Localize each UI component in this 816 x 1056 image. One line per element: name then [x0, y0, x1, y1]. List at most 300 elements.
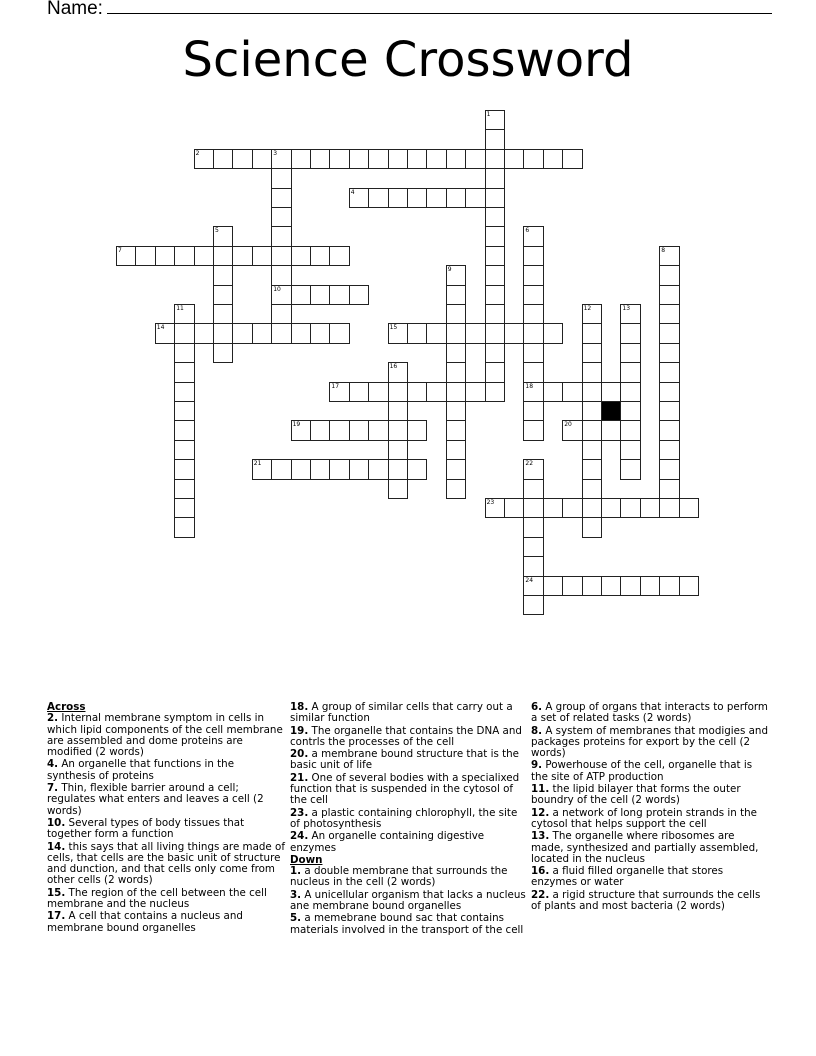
grid-cell[interactable]: [523, 265, 543, 285]
grid-cell[interactable]: [504, 498, 524, 518]
grid-cell[interactable]: [620, 576, 640, 596]
grid-cell[interactable]: [194, 246, 214, 266]
grid-cell[interactable]: [271, 323, 291, 343]
grid-cell[interactable]: [659, 304, 679, 324]
grid-cell[interactable]: [523, 517, 543, 537]
grid-cell[interactable]: [310, 323, 330, 343]
grid-cell[interactable]: [523, 401, 543, 421]
grid-cell[interactable]: [232, 323, 252, 343]
clue-text: the lipid bilayer that forms the outer boundry of the cell (2 words): [531, 783, 741, 807]
grid-cell[interactable]: [523, 246, 543, 266]
clue-text: An organelle that functions in the synthesis of proteins: [47, 758, 235, 782]
grid-cell[interactable]: [582, 343, 602, 363]
grid-cell[interactable]: [329, 323, 349, 343]
grid-cell[interactable]: [213, 246, 233, 266]
grid-cell[interactable]: [465, 188, 485, 208]
grid-cell[interactable]: [232, 149, 252, 169]
grid-cell[interactable]: [465, 323, 485, 343]
grid-cell[interactable]: [620, 498, 640, 518]
grid-cell[interactable]: [271, 168, 291, 188]
grid-cell[interactable]: [194, 149, 214, 169]
clue-number: 17.: [47, 910, 66, 923]
grid-cell[interactable]: [310, 246, 330, 266]
grid-cell[interactable]: [465, 382, 485, 402]
grid-cell[interactable]: [640, 576, 660, 596]
grid-cell[interactable]: [620, 343, 640, 363]
clue-number: 19.: [290, 724, 309, 737]
grid-cell[interactable]: [329, 285, 349, 305]
grid-cell[interactable]: [523, 556, 543, 576]
clue-text: A group of similar cells that carry out a similar function: [290, 701, 513, 725]
clue-number: 5.: [290, 912, 302, 925]
grid-cell[interactable]: [543, 382, 563, 402]
grid-cell[interactable]: [446, 265, 466, 285]
grid-cell[interactable]: [446, 362, 466, 382]
grid-cell[interactable]: [659, 479, 679, 499]
grid-cell[interactable]: [620, 382, 640, 402]
grid-cell[interactable]: [213, 323, 233, 343]
grid-cell[interactable]: [174, 382, 194, 402]
clue-text: a network of long protein strands in the cytosol that helps support the cell: [531, 806, 757, 830]
grid-cell[interactable]: [174, 304, 194, 324]
grid-cell[interactable]: [426, 188, 446, 208]
grid-cell[interactable]: [465, 149, 485, 169]
grid-cell[interactable]: [446, 459, 466, 479]
grid-cell[interactable]: [601, 576, 621, 596]
grid-cell[interactable]: [523, 285, 543, 305]
grid-cell[interactable]: [174, 420, 194, 440]
clue-across-10: [47, 818, 285, 841]
cell-number: 2: [195, 149, 200, 157]
grid-cell[interactable]: [485, 343, 505, 363]
grid-cell[interactable]: [310, 285, 330, 305]
grid-cell[interactable]: [174, 323, 194, 343]
grid-cell[interactable]: [485, 323, 505, 343]
cell-number: 13: [622, 305, 631, 312]
clue-text: An organelle containing digestive enzymes: [290, 830, 485, 854]
grid-cell[interactable]: [543, 498, 563, 518]
grid-cell[interactable]: [368, 420, 388, 440]
grid-cell[interactable]: [388, 401, 408, 421]
grid-cell[interactable]: [620, 362, 640, 382]
grid-cell[interactable]: [640, 498, 660, 518]
cell-number: 8: [661, 246, 666, 254]
grid-cell[interactable]: [523, 576, 543, 596]
grid-cell[interactable]: [174, 479, 194, 499]
clue-down-6: [531, 702, 769, 725]
grid-cell[interactable]: [485, 304, 505, 324]
grid-cell[interactable]: [446, 420, 466, 440]
grid-cell[interactable]: [543, 323, 563, 343]
grid-cell[interactable]: [446, 440, 466, 460]
grid-cell[interactable]: [620, 304, 640, 324]
grid-cell[interactable]: [271, 285, 291, 305]
clue-text: Powerhouse of the cell, organelle that is the site of ATP production: [531, 759, 753, 783]
clue-across-23: [290, 808, 528, 831]
grid-cell[interactable]: [679, 576, 699, 596]
grid-cell[interactable]: [485, 207, 505, 227]
clue-number: 15.: [47, 886, 66, 899]
grid-cell[interactable]: [543, 576, 563, 596]
grid-cell[interactable]: [446, 304, 466, 324]
grid-cell[interactable]: [271, 304, 291, 324]
grid-cell[interactable]: [426, 149, 446, 169]
grid-cell[interactable]: [426, 323, 446, 343]
grid-cell[interactable]: [426, 382, 446, 402]
grid-cell[interactable]: [523, 459, 543, 479]
grid-cell[interactable]: [174, 343, 194, 363]
grid-cell[interactable]: [485, 498, 505, 518]
grid-cell[interactable]: [271, 149, 291, 169]
grid-cell[interactable]: [582, 304, 602, 324]
clue-number: 20.: [290, 748, 309, 761]
grid-cell[interactable]: [174, 362, 194, 382]
grid-cell[interactable]: [368, 382, 388, 402]
clue-number: 23.: [290, 806, 309, 819]
clues-column-3: [531, 702, 769, 913]
grid-cell[interactable]: [271, 207, 291, 227]
grid-cell[interactable]: [601, 420, 621, 440]
clue-across-4: [47, 759, 285, 782]
grid-cell[interactable]: [252, 246, 272, 266]
clue-across-15: [47, 888, 285, 911]
cell-number: 19: [292, 421, 301, 429]
grid-cell[interactable]: [446, 285, 466, 305]
clue-down-3: [290, 890, 528, 913]
clue-across-24: [290, 831, 528, 854]
grid-cell[interactable]: [485, 168, 505, 188]
clue-down-11: [531, 784, 769, 807]
grid-cell[interactable]: [523, 498, 543, 518]
grid-cell[interactable]: [213, 226, 233, 246]
clue-across-17: [47, 911, 285, 934]
grid-cell[interactable]: [562, 420, 582, 440]
grid-cell[interactable]: [271, 459, 291, 479]
grid-cell[interactable]: [620, 323, 640, 343]
grid-cell[interactable]: [174, 459, 194, 479]
grid-cell[interactable]: [562, 576, 582, 596]
grid-cell[interactable]: [349, 188, 369, 208]
grid-cell[interactable]: [485, 188, 505, 208]
grid-cell[interactable]: [174, 498, 194, 518]
cell-number: 15: [389, 324, 398, 332]
grid-cell[interactable]: [485, 285, 505, 305]
grid-cell[interactable]: [407, 420, 427, 440]
clue-number: 13.: [531, 830, 550, 843]
grid-cell[interactable]: [582, 323, 602, 343]
clue-text: The organelle where ribosomes are made, synthesized and partially assembled, located in the nucleus: [531, 830, 759, 865]
clue-text: a plastic containing chlorophyll, the site of photosynthesis: [290, 806, 518, 830]
clue-number: 22.: [531, 888, 550, 901]
grid-cell[interactable]: [194, 323, 214, 343]
black-cell: [601, 401, 621, 421]
grid-cell[interactable]: [155, 323, 175, 343]
grid-cell[interactable]: [407, 459, 427, 479]
clue-text: Several types of body tissues that together form a function: [47, 816, 245, 841]
down-header: Down: [290, 853, 323, 866]
grid-cell[interactable]: [659, 420, 679, 440]
grid-cell[interactable]: [659, 576, 679, 596]
grid-cell[interactable]: [562, 382, 582, 402]
grid-cell[interactable]: [485, 129, 505, 149]
cell-number: 21: [253, 460, 262, 468]
grid-cell[interactable]: [291, 323, 311, 343]
grid-cell[interactable]: [291, 420, 311, 440]
cell-number: 16: [389, 363, 398, 371]
grid-cell[interactable]: [174, 401, 194, 421]
clue-text: One of several bodies with a specialixed function that is suspended in the cytosol of the cell: [290, 771, 520, 807]
grid-cell[interactable]: [368, 459, 388, 479]
clue-down-16: [531, 866, 769, 889]
clue-number: 10.: [47, 816, 66, 829]
clue-down-8: [531, 726, 769, 760]
grid-cell[interactable]: [388, 479, 408, 499]
cell-number: 12: [583, 305, 592, 312]
clue-across-2: [47, 713, 285, 758]
grid-cell[interactable]: [349, 420, 369, 440]
grid-cell[interactable]: [349, 285, 369, 305]
grid-cell[interactable]: [252, 149, 272, 169]
clue-text: a rigid structure that surrounds the cells of plants and most bacteria (2 words): [531, 888, 761, 913]
grid-cell[interactable]: [388, 149, 408, 169]
grid-cell[interactable]: [446, 343, 466, 363]
grid-cell[interactable]: [213, 343, 233, 363]
grid-cell[interactable]: [523, 362, 543, 382]
grid-cell[interactable]: [679, 498, 699, 518]
clue-across-21: [290, 773, 528, 807]
clue-across-20: [290, 749, 528, 772]
clues-column-1: [47, 702, 285, 935]
grid-cell[interactable]: [659, 285, 679, 305]
clue-down-12: [531, 808, 769, 831]
grid-cell[interactable]: [582, 362, 602, 382]
grid-cell[interactable]: [659, 265, 679, 285]
cell-number: 5: [215, 227, 219, 235]
clue-down-13: [531, 831, 769, 865]
grid-cell[interactable]: [155, 246, 175, 266]
grid-cell[interactable]: [349, 459, 369, 479]
grid-cell[interactable]: [388, 420, 408, 440]
grid-cell[interactable]: [485, 149, 505, 169]
grid-cell[interactable]: [620, 440, 640, 460]
grid-cell[interactable]: [368, 149, 388, 169]
clue-text: A group of organs that interacts to perform a set of related tasks (2 words): [531, 701, 768, 725]
grid-cell[interactable]: [174, 440, 194, 460]
cell-number: 24: [525, 576, 534, 584]
grid-cell[interactable]: [174, 246, 194, 266]
grid-cell[interactable]: [446, 382, 466, 402]
clue-number: 9.: [531, 759, 543, 772]
grid-cell[interactable]: [659, 498, 679, 518]
grid-cell[interactable]: [310, 149, 330, 169]
grid-cell[interactable]: [329, 382, 349, 402]
grid-cell[interactable]: [446, 188, 466, 208]
grid-cell[interactable]: [388, 440, 408, 460]
clue-down-1: [290, 866, 528, 889]
clue-text: a membrane bound structure that is the basic unit of life: [290, 748, 520, 772]
grid-cell[interactable]: [582, 498, 602, 518]
clue-down-9: [531, 760, 769, 783]
grid-cell[interactable]: [291, 459, 311, 479]
grid-cell[interactable]: [523, 382, 543, 402]
grid-cell[interactable]: [601, 382, 621, 402]
grid-cell[interactable]: [291, 246, 311, 266]
clue-number: 7.: [47, 782, 59, 795]
grid-cell[interactable]: [659, 459, 679, 479]
cell-number: 14: [156, 324, 165, 332]
cell-number: 17: [331, 382, 340, 390]
grid-cell[interactable]: [271, 188, 291, 208]
cell-number: 23: [486, 499, 495, 506]
cell-number: 3: [273, 149, 278, 157]
clue-number: 11.: [531, 783, 550, 796]
clue-number: 8.: [531, 724, 543, 737]
grid-cell[interactable]: [582, 382, 602, 402]
grid-cell[interactable]: [620, 459, 640, 479]
grid-cell[interactable]: [329, 149, 349, 169]
grid-cell[interactable]: [135, 246, 155, 266]
grid-cell[interactable]: [523, 537, 543, 557]
cell-number: 6: [525, 227, 530, 235]
grid-cell[interactable]: [659, 246, 679, 266]
grid-cell[interactable]: [659, 362, 679, 382]
grid-cell[interactable]: [582, 401, 602, 421]
grid-cell[interactable]: [659, 440, 679, 460]
grid-cell[interactable]: [523, 149, 543, 169]
clue-down-22: [531, 890, 769, 913]
clue-across-14: [47, 842, 285, 887]
grid-cell[interactable]: [523, 323, 543, 343]
grid-cell[interactable]: [174, 517, 194, 537]
clue-text: a double membrane that surrounds the nucleus in the cell (2 words): [290, 865, 508, 889]
cell-number: 1: [486, 111, 491, 118]
grid-cell[interactable]: [232, 246, 252, 266]
grid-cell[interactable]: [388, 188, 408, 208]
grid-cell[interactable]: [388, 382, 408, 402]
grid-cell[interactable]: [388, 323, 408, 343]
grid-cell[interactable]: [620, 420, 640, 440]
clue-number: 16.: [531, 865, 550, 878]
grid-cell[interactable]: [485, 246, 505, 266]
clue-number: 3.: [290, 888, 302, 901]
grid-cell[interactable]: [407, 188, 427, 208]
grid-cell[interactable]: [291, 149, 311, 169]
grid-cell[interactable]: [485, 382, 505, 402]
page-title: Science Crossword: [182, 32, 634, 88]
grid-cell[interactable]: [252, 459, 272, 479]
grid-cell[interactable]: [659, 401, 679, 421]
grid-cell[interactable]: [213, 304, 233, 324]
grid-cell[interactable]: [582, 517, 602, 537]
clue-text: A unicellular organism that lacks a nucleus ane membrane bound organelles: [290, 888, 526, 913]
clue-text: a fluid filled organelle that stores enzymes or water: [531, 865, 724, 889]
grid-cell[interactable]: [329, 459, 349, 479]
cell-number: 18: [525, 382, 534, 390]
grid-cell[interactable]: [271, 226, 291, 246]
grid-cell[interactable]: [485, 362, 505, 382]
grid-cell[interactable]: [213, 285, 233, 305]
grid-cell[interactable]: [620, 401, 640, 421]
grid-cell[interactable]: [485, 265, 505, 285]
grid-cell[interactable]: [485, 110, 505, 130]
grid-cell[interactable]: [446, 149, 466, 169]
grid-cell[interactable]: [523, 343, 543, 363]
grid-cell[interactable]: [310, 459, 330, 479]
clue-text: this says that all living things are made of cells, that cells are the basic unit of structure and dunction, and that cells only come from other cells (2 words): [47, 840, 285, 887]
grid-cell[interactable]: [582, 440, 602, 460]
grid-cell[interactable]: [659, 382, 679, 402]
clue-down-5: [290, 913, 528, 936]
grid-cell[interactable]: [213, 265, 233, 285]
grid-cell[interactable]: [523, 479, 543, 499]
grid-cell[interactable]: [388, 459, 408, 479]
clue-number: 6.: [531, 701, 543, 713]
grid-cell[interactable]: [329, 420, 349, 440]
clue-text: Internal membrane symptom in cells in which lipid components of the cell membrane are assembled and dome proteins are modified (2 words): [47, 712, 283, 759]
grid-cell[interactable]: [446, 401, 466, 421]
grid-cell[interactable]: [562, 149, 582, 169]
grid-cell[interactable]: [582, 420, 602, 440]
grid-cell[interactable]: [252, 323, 272, 343]
grid-cell[interactable]: [388, 362, 408, 382]
clue-number: 1.: [290, 865, 302, 878]
clue-number: 4.: [47, 758, 59, 771]
grid-cell[interactable]: [271, 265, 291, 285]
grid-cell[interactable]: [582, 479, 602, 499]
grid-cell[interactable]: [523, 304, 543, 324]
across-header: Across: [47, 701, 86, 713]
grid-cell[interactable]: [659, 323, 679, 343]
grid-cell[interactable]: [349, 382, 369, 402]
grid-cell[interactable]: [562, 498, 582, 518]
clue-across-7: [47, 783, 285, 817]
clue-number: 24.: [290, 830, 309, 843]
grid-cell[interactable]: [523, 420, 543, 440]
grid-cell[interactable]: [407, 149, 427, 169]
clue-text: a memebrane bound sac that contains materials involved in the transport of the cell: [290, 912, 524, 936]
clue-across-18: [290, 702, 528, 725]
clue-number: 18.: [290, 701, 309, 713]
grid-cell[interactable]: [582, 459, 602, 479]
grid-cell[interactable]: [504, 323, 524, 343]
grid-cell[interactable]: [659, 343, 679, 363]
grid-cell[interactable]: [310, 420, 330, 440]
grid-cell[interactable]: [582, 576, 602, 596]
grid-cell[interactable]: [291, 285, 311, 305]
grid-cell[interactable]: [446, 479, 466, 499]
grid-cell[interactable]: [523, 595, 543, 615]
clue-text: The region of the cell between the cell membrane and the nucleus: [47, 886, 267, 911]
grid-cell[interactable]: [368, 188, 388, 208]
grid-cell[interactable]: [116, 246, 136, 266]
grid-cell[interactable]: [504, 149, 524, 169]
grid-cell[interactable]: [271, 246, 291, 266]
grid-cell[interactable]: [329, 246, 349, 266]
grid-cell[interactable]: [407, 323, 427, 343]
clues-column-2: [290, 702, 528, 937]
cell-number: 20: [564, 421, 572, 429]
grid-cell[interactable]: [601, 498, 621, 518]
grid-cell[interactable]: [485, 226, 505, 246]
grid-cell[interactable]: [446, 323, 466, 343]
grid-cell[interactable]: [407, 382, 427, 402]
grid-cell[interactable]: [349, 149, 369, 169]
cell-number: 9: [447, 266, 452, 274]
grid-cell[interactable]: [213, 149, 233, 169]
grid-cell[interactable]: [543, 149, 563, 169]
cell-number: 11: [176, 305, 184, 312]
grid-cell[interactable]: [523, 226, 543, 246]
